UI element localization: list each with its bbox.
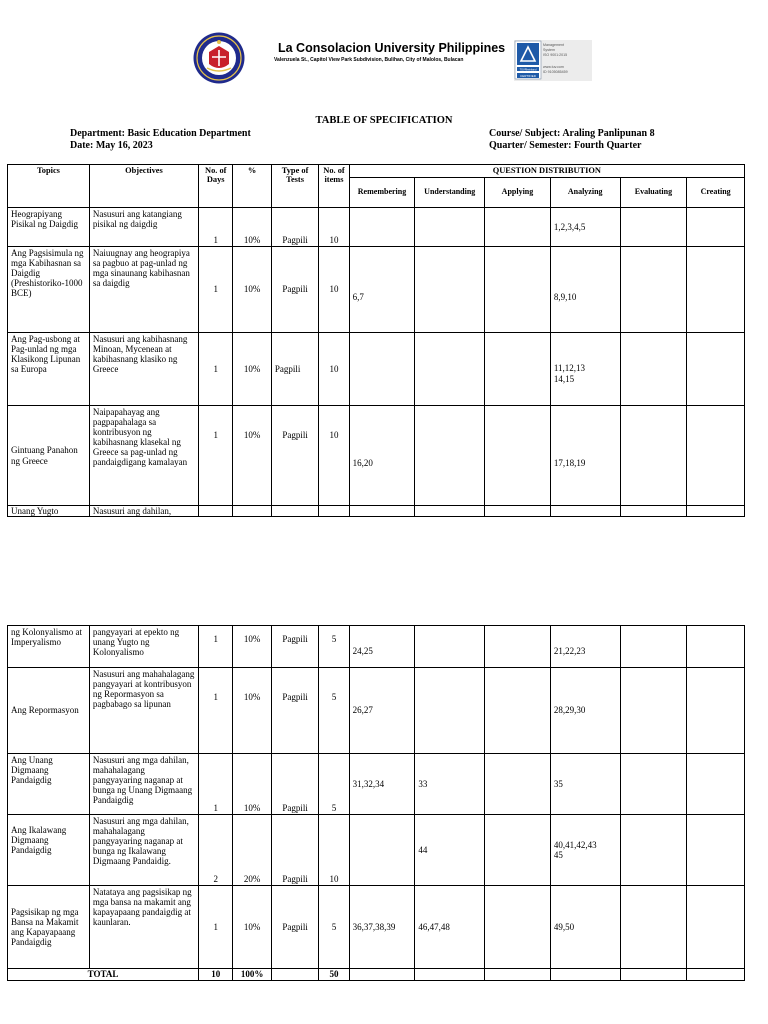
analyzing-cell: 28,29,30 — [550, 668, 620, 754]
total-remembering-cell — [349, 969, 415, 981]
type-cell: Pagpili — [271, 626, 319, 668]
applying-cell — [485, 815, 551, 886]
document-title: TABLE OF SPECIFICATION — [315, 115, 453, 126]
col-header-items: No. of items — [319, 165, 349, 208]
objective-cell: pangyayari at epekto ng unang Yugto ng Kolonyalismo — [89, 626, 198, 668]
percent-cell: 10% — [233, 626, 271, 668]
objective-cell: Nasusuri ang mga dahilan, mahahalagang pangyayaring naganap at bunga ng Unang Digmaang Pandaigdig — [89, 754, 198, 815]
table-row — [8, 208, 745, 247]
evaluating-cell — [620, 626, 687, 668]
applying-cell — [485, 247, 551, 333]
col-header-understanding: Understanding — [415, 178, 485, 208]
type-cell — [271, 506, 319, 517]
total-label: TOTAL — [8, 969, 199, 981]
topic-cell: ng Kolonyalismo at Imperyalismo — [8, 626, 90, 668]
evaluating-cell — [620, 886, 687, 969]
applying-cell — [485, 506, 551, 517]
total-items: 50 — [319, 969, 349, 981]
objective-cell: Nasusuri ang dahilan, — [89, 506, 198, 517]
creating-cell — [687, 333, 745, 406]
objective-cell: Nasusuri ang katangiang pisikal ng daigdig — [89, 208, 198, 247]
col-header-topics: Topics — [8, 165, 90, 208]
quarter-semester-label: Quarter/ Semester: Fourth Quarter — [489, 140, 642, 151]
cert-line-1: Management — [543, 43, 564, 47]
total-analyzing-cell — [550, 969, 620, 981]
items-cell: 10 — [319, 208, 349, 247]
creating-cell — [687, 815, 745, 886]
applying-cell — [485, 668, 551, 754]
days-cell: 1 — [199, 208, 233, 247]
tuv-stamp-label: CERTIFIED — [520, 73, 536, 78]
remembering-cell — [349, 506, 415, 517]
remembering-cell: 6,7 — [349, 247, 415, 333]
understanding-cell — [415, 406, 485, 506]
col-header-objectives: Objectives — [89, 165, 198, 208]
evaluating-cell — [620, 754, 687, 815]
table-row — [8, 333, 745, 406]
objective-cell: Nasusuri ang mahahalagang pangyayari at kontribusyon ng Repormasyon sa pagbabago sa lipunan — [89, 668, 198, 754]
topic-cell: Ang Pag-usbong at Pag-unlad ng mga Klasikong Lipunan sa Europa — [8, 333, 90, 406]
percent-cell: 10% — [233, 247, 271, 333]
creating-cell — [687, 208, 745, 247]
objective-cell: Naiuugnay ang heograpiya sa pagbuo at pag-unlad ng mga sinaunang kabihasnan sa daigdig — [89, 247, 198, 333]
col-header-remembering: Remembering — [349, 178, 415, 208]
col-header-analyzing: Analyzing — [550, 178, 620, 208]
remembering-cell: 26,27 — [349, 668, 415, 754]
percent-cell: 10% — [233, 406, 271, 506]
days-cell: 2 — [199, 815, 233, 886]
days-cell: 1 — [199, 754, 233, 815]
cert-line-2: System — [543, 48, 555, 52]
days-cell: 1 — [199, 668, 233, 754]
percent-cell: 10% — [233, 208, 271, 247]
col-header-evaluating: Evaluating — [620, 178, 687, 208]
topic-cell: Ang Ikalawang Digmaang Pandaigdig — [8, 815, 90, 886]
objective-cell: Nasusuri ang kabihasnang Minoan, Mycenean at kabihasnang klasiko ng Greece — [89, 333, 198, 406]
col-header-days: No. of Days — [199, 165, 233, 208]
table-row — [8, 815, 745, 886]
total-evaluating-cell — [620, 969, 687, 981]
col-header-creating: Creating — [687, 178, 745, 208]
analyzing-cell: 40,41,42,43 45 — [550, 815, 620, 886]
type-cell: Pagpili — [271, 333, 319, 406]
items-cell: 5 — [319, 626, 349, 668]
understanding-cell — [415, 626, 485, 668]
university-seal-logo — [193, 32, 245, 84]
university-name: La Consolacion University Philippines — [278, 41, 506, 55]
cert-line-3: ISO 9001:2015 — [543, 53, 568, 57]
type-cell: Pagpili — [271, 668, 319, 754]
analyzing-cell: 11,12,13 14,15 — [550, 333, 620, 406]
date-label: Date: May 16, 2023 — [70, 140, 153, 151]
remembering-cell: 31,32,34 — [349, 754, 415, 815]
items-cell — [319, 506, 349, 517]
analyzing-cell: 21,22,23 — [550, 626, 620, 668]
table-row — [8, 668, 745, 754]
understanding-cell: 46,47,48 — [415, 886, 485, 969]
objective-cell: Natataya ang pagsisikap ng mga bansa na makamit ang kapayapaang pandaigdig at kaunlaran. — [89, 886, 198, 969]
days-cell: 1 — [199, 333, 233, 406]
topic-cell: Pagsisikap ng mga Bansa na Makamit ang Kapayapaang Pandaigdig — [8, 886, 90, 969]
evaluating-cell — [620, 333, 687, 406]
table-row — [8, 247, 745, 333]
creating-cell — [687, 247, 745, 333]
analyzing-cell — [550, 506, 620, 517]
table-row — [8, 886, 745, 969]
applying-cell — [485, 208, 551, 247]
items-cell: 10 — [319, 406, 349, 506]
analyzing-cell: 1,2,3,4,5 — [550, 208, 620, 247]
remembering-cell — [349, 333, 415, 406]
creating-cell — [687, 626, 745, 668]
remembering-cell: 16,20 — [349, 406, 415, 506]
total-row — [8, 969, 745, 981]
col-header-percent: % — [233, 165, 271, 208]
table-row — [8, 406, 745, 506]
creating-cell — [687, 506, 745, 517]
type-cell: Pagpili — [271, 754, 319, 815]
type-cell: Pagpili — [271, 247, 319, 333]
remembering-cell: 36,37,38,39 — [349, 886, 415, 969]
topic-cell: Ang Repormasyon — [8, 668, 90, 754]
remembering-cell: 24,25 — [349, 626, 415, 668]
cert-small-line-2: ID 9105085459 — [543, 70, 568, 74]
days-cell: 1 — [199, 626, 233, 668]
applying-cell — [485, 333, 551, 406]
understanding-cell: 44 — [415, 815, 485, 886]
topic-cell: Unang Yugto — [8, 506, 90, 517]
creating-cell — [687, 406, 745, 506]
applying-cell — [485, 626, 551, 668]
topic-cell: Heograpiyang Pisikal ng Daigdig — [8, 208, 90, 247]
days-cell: 1 — [199, 886, 233, 969]
understanding-cell — [415, 506, 485, 517]
table-row — [8, 754, 745, 815]
objective-cell: Naipapahayag ang pagpapahalaga sa kontribusyon ng kabihasnang klasekal ng Greece sa pag-unlad ng pandaigdigang kamalayan — [89, 406, 198, 506]
items-cell: 5 — [319, 754, 349, 815]
evaluating-cell — [620, 815, 687, 886]
items-cell: 10 — [319, 247, 349, 333]
topic-cell: Gintuang Panahon ng Greece — [8, 406, 90, 506]
items-cell: 5 — [319, 886, 349, 969]
days-cell: 1 — [199, 247, 233, 333]
percent-cell: 10% — [233, 668, 271, 754]
percent-cell: 20% — [233, 815, 271, 886]
analyzing-cell: 17,18,19 — [550, 406, 620, 506]
course-subject-label: Course/ Subject: Araling Panlipunan 8 — [489, 128, 655, 139]
specification-table-page-2 — [7, 625, 745, 981]
type-cell: Pagpili — [271, 406, 319, 506]
total-applying-cell — [485, 969, 551, 981]
items-cell: 10 — [319, 815, 349, 886]
total-understanding-cell — [415, 969, 485, 981]
applying-cell — [485, 406, 551, 506]
percent-cell: 10% — [233, 333, 271, 406]
topic-cell: Ang Pagsisimula ng mga Kabihasnan sa Daigdig (Preshistoriko-1000 BCE) — [8, 247, 90, 333]
type-cell: Pagpili — [271, 208, 319, 247]
analyzing-cell: 35 — [550, 754, 620, 815]
items-cell: 10 — [319, 333, 349, 406]
specification-table-page-1 — [7, 164, 745, 517]
evaluating-cell — [620, 668, 687, 754]
applying-cell — [485, 754, 551, 815]
table-row — [8, 506, 745, 517]
evaluating-cell — [620, 247, 687, 333]
percent-cell — [233, 506, 271, 517]
tuv-brand-label: TÜVRheinland — [519, 68, 537, 72]
col-header-applying: Applying — [485, 178, 551, 208]
understanding-cell — [415, 208, 485, 247]
days-cell: 1 — [199, 406, 233, 506]
creating-cell — [687, 754, 745, 815]
type-cell: Pagpili — [271, 886, 319, 969]
table-row — [8, 626, 745, 668]
total-creating-cell — [687, 969, 745, 981]
remembering-cell — [349, 208, 415, 247]
understanding-cell — [415, 668, 485, 754]
topic-cell: Ang Unang Digmaang Pandaigdig — [8, 754, 90, 815]
remembering-cell — [349, 815, 415, 886]
creating-cell — [687, 886, 745, 969]
objective-cell: Nasusuri ang mga dahilan, mahahalagang pangyayaring naganap at bunga ng Ikalawang Digmaang Pandaidig. — [89, 815, 198, 886]
analyzing-cell: 49,50 — [550, 886, 620, 969]
col-header-question-distribution: QUESTION DISTRIBUTION — [349, 165, 744, 178]
cert-small-line-1: www.tuv.com — [543, 65, 564, 69]
total-type — [271, 969, 319, 981]
items-cell: 5 — [319, 668, 349, 754]
understanding-cell — [415, 247, 485, 333]
type-cell: Pagpili — [271, 815, 319, 886]
applying-cell — [485, 886, 551, 969]
evaluating-cell — [620, 406, 687, 506]
days-cell — [199, 506, 233, 517]
evaluating-cell — [620, 208, 687, 247]
analyzing-cell: 8,9,10 — [550, 247, 620, 333]
percent-cell: 10% — [233, 886, 271, 969]
creating-cell — [687, 668, 745, 754]
understanding-cell: 33 — [415, 754, 485, 815]
understanding-cell — [415, 333, 485, 406]
total-percent: 100% — [233, 969, 271, 981]
evaluating-cell — [620, 506, 687, 517]
col-header-type: Type of Tests — [271, 165, 319, 208]
university-address: Valenzuela St., Capitol View Park Subdivision, Bulihan, City of Malolos, Bulacan — [274, 57, 464, 63]
total-days: 10 — [199, 969, 233, 981]
percent-cell: 10% — [233, 754, 271, 815]
department-label: Department: Basic Education Department — [70, 128, 251, 139]
